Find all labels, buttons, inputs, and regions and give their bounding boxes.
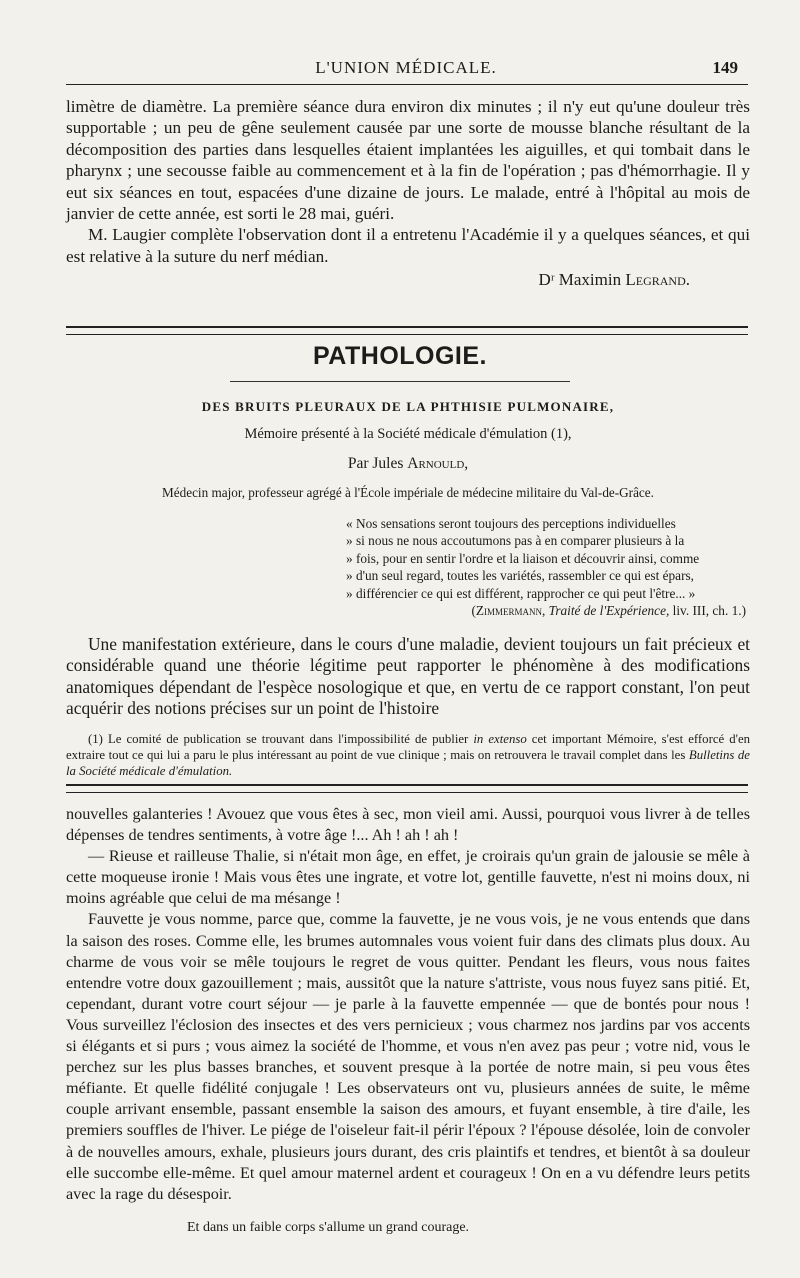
feuilleton xyxy=(66,804,750,1205)
feuilleton-divider xyxy=(66,784,748,793)
previous-article-paragraph: limètre de diamètre. La première séance dura environ dix minutes ; il n'y eut qu'une douleur très supportable ; un peu de gêne seulement causée par une sorte de mousse blanche résultant de la décomposition des parties dans lesquelles étaient implantées les aiguilles, et qui tombait dans le pharynx ; une secousse faible au commencement et à la fin de l'opération ; pas d'hémorrhagie. Il y eut six séances en tout, espacées d'une dizaine de jours. Le malade, entré à l'hôpital au mois de janvier de cette année, est sorti le 28 mai, guéri. xyxy=(66,97,750,224)
epigraph-line: » fois, pour en sentir l'ordre et la liaison et découvrir ainsi, comme xyxy=(346,550,700,566)
signature-prefix: Dʳ Maximin xyxy=(538,270,622,290)
journal-title: L'UNION MÉDICALE. xyxy=(315,58,497,77)
footnote-text: cet important Mémoire, s'est efforcé d'en extraire tout ce qui lui a paru le plus intéressant au point de vue clinique ; mais on retrouvera le travail complet dans les xyxy=(66,732,751,762)
feuilleton-paragraph: — Rieuse et railleuse Thalie, si n'était mon âge, en effet, je croirais qu'un grain de jalousie se mêle à cette moqueuse ironie ! Mais vous êtes une ingrate, et votre lot, gentille fauvette, n'est ni moins doux, ni moins agréable que celui de ma mésange ! xyxy=(66,847,750,908)
epigraph-source xyxy=(346,602,746,619)
epigraph-line: « Nos sensations seront toujours des perceptions individuelles xyxy=(346,516,676,531)
article-subtitle: Mémoire présenté à la Société médicale d'émulation (1), xyxy=(244,426,572,442)
footnote-marker: (1) xyxy=(88,732,103,746)
author-affiliation: Médecin major, professeur agrégé à l'École impériale de médecine militaire du Val-de-Grâce. xyxy=(162,485,654,500)
epigraph-source-author: (Zimmermann, xyxy=(471,603,546,619)
running-header xyxy=(66,52,746,82)
epigraph-source-work: Traité de l'Expérience, xyxy=(548,603,670,619)
epigraph-line: » si nous ne nous accoutumons pas à en comparer plusieurs à la xyxy=(346,533,685,549)
signature xyxy=(66,269,750,290)
author-prefix: Par Jules xyxy=(347,455,404,472)
page-number: 149 xyxy=(712,58,738,77)
footnote-italic: in extenso xyxy=(473,732,527,746)
article-body: Une manifestation extérieure, dans le cours d'une maladie, devient toujours un fait précieux et considérable quand une théorie légitime peut rapporter le phénomène à des modifications anatomiques dépendant de l'espèce nosologique et que, en vertu de ce rapport constant, l'on peut acquérir des notions précises sur un point de l'histoire xyxy=(66,634,750,719)
heading-rule xyxy=(230,381,570,382)
footnote xyxy=(66,731,750,779)
epigraph-line: » différencier ce qui est différent, rapprocher ce qui peut l'être... » xyxy=(346,585,696,601)
footnote-text: Le comité de publication se trouvant dans l'impossibilité de publier xyxy=(107,732,469,746)
epigraph-line: » d'un seul regard, toutes les variétés, rassembler ce qui est épars, xyxy=(346,568,694,584)
footnote-italic: Bulletins de la Société médicale d'émulation. xyxy=(66,748,750,778)
section-heading: PATHOLOGIE. xyxy=(312,342,488,370)
article-author xyxy=(66,455,750,473)
epigraph xyxy=(346,515,746,619)
header-rule xyxy=(66,84,748,85)
verse-line: Et dans un faible corps s'allume un grand courage. xyxy=(187,1220,470,1235)
feuilleton-paragraph: nouvelles galanteries ! Avouez que vous êtes à sec, mon vieil ami. Aussi, pourquoi vous livrer à de telles dépenses de tendres sentiments, à votre âge !... Ah ! ah ! ah ! xyxy=(66,805,750,845)
article-title: DES BRUITS PLEURAUX DE LA PHTHISIE PULMONAIRE, xyxy=(201,399,615,414)
epigraph-source-ref: liv. III, ch. 1.) xyxy=(672,603,746,619)
author-name: Arnould, xyxy=(407,455,469,472)
previous-article-paragraph: M. Laugier complète l'observation dont il a entretenu l'Académie il y a quelques séances, et qui est relative à la suture du nerf médian. xyxy=(66,225,750,266)
previous-article xyxy=(66,96,750,291)
section-divider xyxy=(66,326,748,335)
signature-name: Legrand. xyxy=(625,270,690,290)
feuilleton-paragraph: Fauvette je vous nomme, parce que, comme la fauvette, je ne vous vois, je ne vous entends que dans la saison des roses. Comme elle, les brumes automnales vous voient fuir dans des climats plus doux. Au charme de vous voir se mêle toujours le regret de vous quitter. Pendant les fleurs, vous nous faites entendre votre doux gazouillement ; mais, aussitôt que la nature s'attriste, vous nous fuyez sans pitié. Et, cependant, durant votre court séjour — je parle à la fauvette empennée — que de bontés pour nous ! Vous surveillez l'éclosion des insectes et des vers pernicieux ; vous charmez nos jardins par vos accents si élégants et si purs ; vous aimez la société de l'homme, et vous n'en avez pas peur ; votre nid, vous le perchez sur les plus basses branches, et souvent presque à la portée de notre main, si peu vous êtes méfiante. Et quelle fidélité conjugale ! Les observateurs ont vu, plusieurs années de suite, le même couple arrivant ensemble, passant ensemble la saison des amours, et fuyant ensemble, à tire d'aile, les premiers souffles de l'hiver. Le piége de l'oiseleur fait-il périr l'époux ? l'épouse désolée, loin de convoler à de nouvelles amours, exhale, plusieurs jours durant, des cris plaintifs et tendres, et bientôt à sa douleur elle succombe elle-même. Et quel amour maternel ardent et courageux ! On en a vu défendre leurs petits avec la rage du désespoir. xyxy=(66,910,750,1203)
